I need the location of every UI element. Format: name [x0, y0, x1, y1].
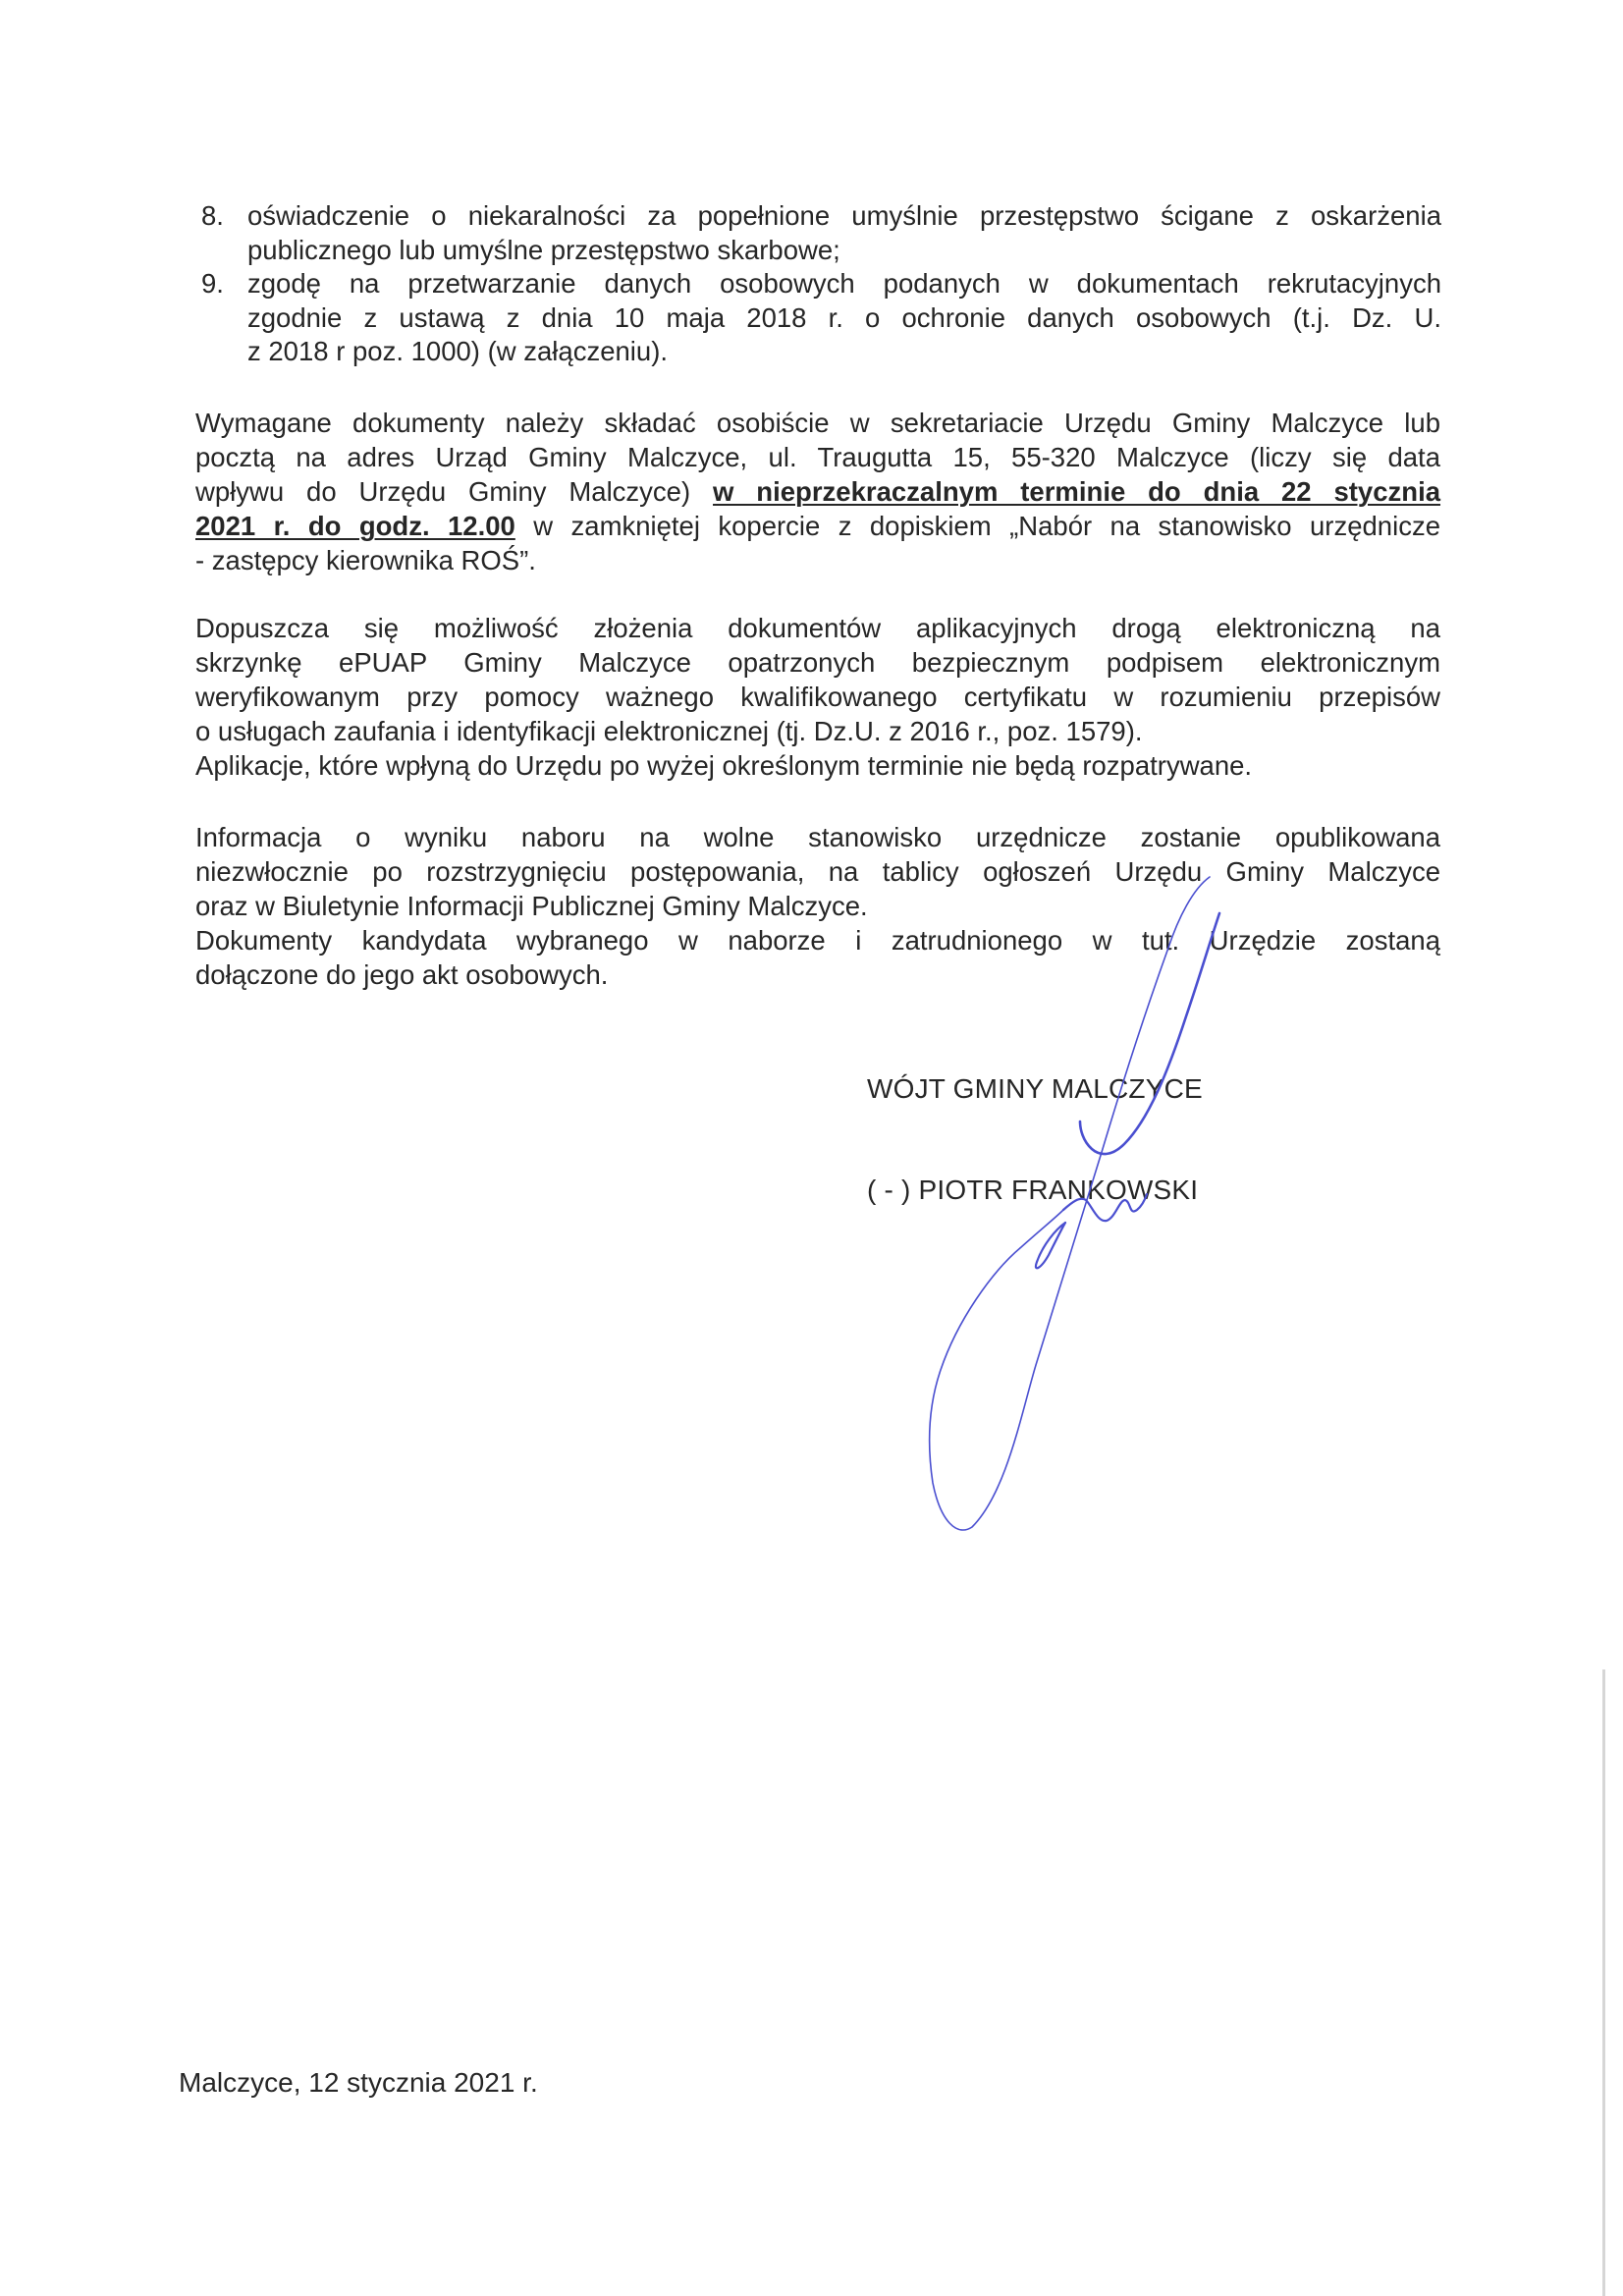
paragraph-line: o usługach zaufania i identyfikacji elektronicznej (tj. Dz.U. z 2016 r., poz. 1579). [195, 716, 1143, 746]
paragraph-line: oraz w Biuletynie Informacji Publicznej Gminy Malczyce. [195, 891, 868, 921]
list-item-8 [196, 199, 1441, 267]
paragraph-line: niezwłocznie po rozstrzygnięciu postępowania, na tablicy ogłoszeń Urzędu Gminy Malczyce [195, 856, 1440, 887]
paragraph-line: dołączone do jego akt osobowych. [195, 959, 609, 990]
list-item-text-line: zgodę na przetwarzanie danych osobowych podanych w dokumentach rekrutacyjnych [247, 268, 1441, 300]
submission-paragraph [195, 406, 1440, 577]
epuap-paragraph [195, 611, 1440, 783]
paragraph-line: Dopuszcza się możliwość złożenia dokumentów aplikacyjnych drogą elektroniczną na [195, 613, 1440, 643]
paragraph-text: w zamkniętej kopercie z dopiskiem „Nabór na stanowisko urzędnicze [514, 511, 1440, 541]
signatory-title: WÓJT GMINY MALCZYCE [867, 1073, 1203, 1104]
paragraph-line [195, 474, 1440, 509]
list-number: 9. [201, 268, 224, 300]
list-item-9 [196, 267, 1441, 369]
result-paragraph [195, 820, 1440, 992]
place-and-date: Malczyce, 12 stycznia 2021 r. [179, 2067, 538, 2098]
paragraph-line: skrzynkę ePUAP Gminy Malczyce opatrzonych bezpiecznym podpisem elektronicznym [195, 647, 1440, 678]
paragraph-line: Dokumenty kandydata wybranego w naborze i zatrudnionego w tut. Urzędzie zostaną [195, 925, 1440, 956]
paragraph-line: - zastępcy kierownika ROŚ”. [195, 545, 536, 575]
paragraph-text: wpływu do Urzędu Gminy Malczyce) [195, 476, 714, 507]
paragraph-line: pocztą na adres Urząd Gminy Malczyce, ul. Traugutta 15, 55-320 Malczyce (liczy się data [195, 442, 1440, 472]
deadline-emphasis: 2021 r. do godz. 12.00 [195, 511, 515, 541]
deadline-emphasis: w nieprzekraczalnym terminie do dnia 22 stycznia [713, 476, 1441, 507]
paragraph-line: Wymagane dokumenty należy składać osobiście w sekretariacie Urzędu Gminy Malczyce lub [195, 408, 1440, 438]
paragraph-line: Aplikacje, które wpłyną do Urzędu po wyżej określonym terminie nie będą rozpatrywane. [195, 750, 1253, 781]
scan-edge-divider [1602, 1669, 1605, 2296]
list-item-text-line: oświadczenie o niekaralności za popełnione umyślnie przestępstwo ścigane z oskarżenia [247, 200, 1441, 231]
requirements-list [196, 199, 1441, 369]
paragraph-line: Informacja o wyniku naboru na wolne stanowisko urzędnicze zostanie opublikowana [195, 822, 1440, 852]
paragraph-line: weryfikowanym przy pomocy ważnego kwalifikowanego certyfikatu w rozumieniu przepisów [195, 682, 1440, 712]
list-item-text-line: zgodnie z ustawą z dnia 10 maja 2018 r. o ochronie danych osobowych (t.j. Dz. U. [247, 301, 1441, 333]
list-item-text-line: publicznego lub umyślne przestępstwo skarbowe; [247, 234, 840, 265]
list-item-text-line: z 2018 r poz. 1000) (w załączeniu). [247, 336, 668, 367]
signatory-name: ( - ) PIOTR FRANKOWSKI [867, 1175, 1199, 1205]
paragraph-line [195, 509, 1440, 543]
list-number: 8. [201, 200, 224, 231]
